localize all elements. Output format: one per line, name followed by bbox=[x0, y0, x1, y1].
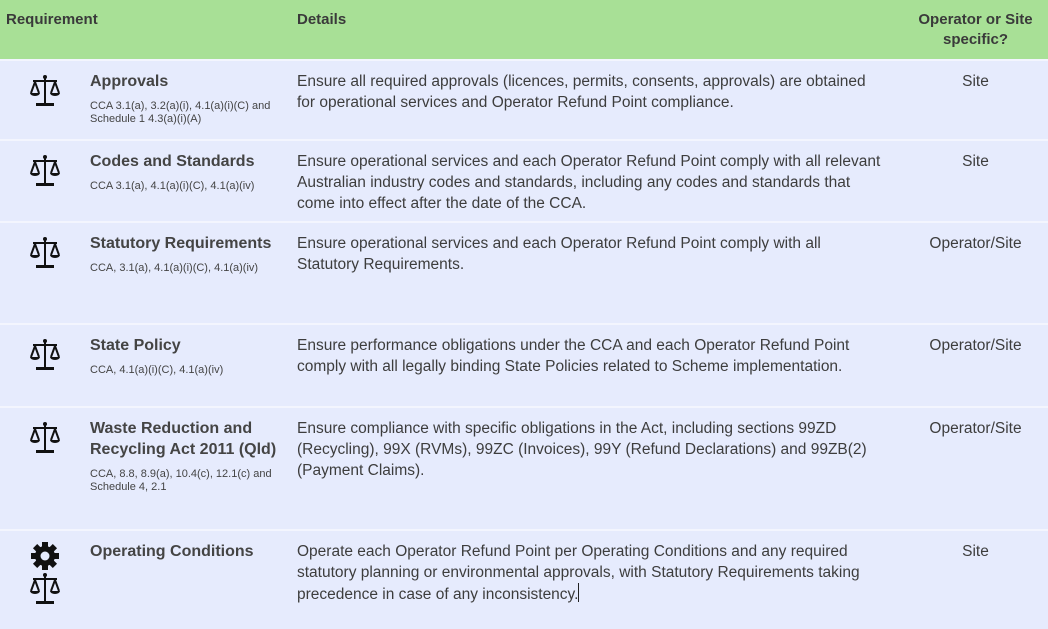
icon-cell bbox=[0, 324, 90, 407]
scales-icon bbox=[0, 73, 90, 109]
requirement-reference: CCA 3.1(a), 4.1(a)(i)(C), 4.1(a)(iv) bbox=[90, 180, 255, 192]
icon-cell bbox=[0, 407, 90, 530]
table-row bbox=[0, 324, 1048, 407]
requirement-reference: CCA, 3.1(a), 4.1(a)(i)(C), 4.1(a)(iv) bbox=[90, 262, 259, 274]
requirement-cell bbox=[90, 140, 297, 222]
scales-icon bbox=[0, 235, 90, 271]
scope-cell: Site bbox=[903, 530, 1048, 629]
details-cell: Ensure operational services and each Operator Refund Point comply with all relevant Australian industry codes and standards, including any codes and standards that come into effect after the date of the CCA. bbox=[297, 140, 903, 222]
header-requirement: Requirement bbox=[0, 0, 297, 60]
scope-cell: Site bbox=[903, 60, 1048, 140]
requirement-reference: CCA, 8.8, 8.9(a), 10.4(c), 12.1(c) and Schedule 4, 2.1 bbox=[90, 468, 272, 493]
requirement-title: Operating Conditions bbox=[90, 543, 254, 560]
icon-cell bbox=[0, 60, 90, 140]
details-cell: Ensure operational services and each Operator Refund Point comply with all Statutory Requirements. bbox=[297, 222, 903, 324]
scales-icon bbox=[0, 571, 90, 607]
scope-cell: Operator/Site bbox=[903, 222, 1048, 324]
details-cell: Ensure all required approvals (licences, permits, consents, approvals) are obtained for operational services and Operator Refund Point compliance. bbox=[297, 60, 903, 140]
requirement-cell bbox=[90, 324, 297, 407]
details-cell[interactable] bbox=[297, 530, 903, 629]
scales-icon bbox=[0, 153, 90, 189]
icon-cell bbox=[0, 530, 90, 629]
scope-cell: Site bbox=[903, 140, 1048, 222]
scales-icon bbox=[0, 337, 90, 373]
details-cell: Ensure performance obligations under the CCA and each Operator Refund Point comply with all legally binding State Policies related to Scheme implementation. bbox=[297, 324, 903, 407]
requirement-title: State Policy bbox=[90, 337, 181, 354]
icon-cell bbox=[0, 140, 90, 222]
requirement-reference: CCA 3.1(a), 3.2(a)(i), 4.1(a)(i)(C) and Schedule 1 4.3(a)(i)(A) bbox=[90, 100, 271, 125]
table-row bbox=[0, 140, 1048, 222]
table-row bbox=[0, 407, 1048, 530]
requirement-reference: CCA, 4.1(a)(i)(C), 4.1(a)(iv) bbox=[90, 364, 224, 376]
requirement-title: Approvals bbox=[90, 73, 169, 90]
table-row bbox=[0, 530, 1048, 629]
scope-cell: Operator/Site bbox=[903, 407, 1048, 530]
requirement-cell bbox=[90, 407, 297, 530]
icon-cell bbox=[0, 222, 90, 324]
scope-cell: Operator/Site bbox=[903, 324, 1048, 407]
requirement-title: Statutory Requirements bbox=[90, 235, 272, 252]
requirement-title: Codes and Standards bbox=[90, 153, 255, 170]
scales-icon bbox=[0, 420, 90, 456]
requirement-cell bbox=[90, 222, 297, 324]
requirement-cell bbox=[90, 530, 297, 629]
header-operator-or-site: Operator or Site specific? bbox=[903, 0, 1048, 60]
requirement-cell bbox=[90, 60, 297, 140]
details-text: Operate each Operator Refund Point per Operating Conditions and any required statutory planning or environmental approvals, with Statutory Requirements taking precedence in case of any inconsistency. bbox=[297, 543, 860, 603]
text-cursor bbox=[578, 583, 579, 602]
requirement-title: Waste Reduction and Recycling Act 2011 (Qld) bbox=[90, 420, 277, 458]
gear-icon bbox=[0, 541, 90, 571]
table-row bbox=[0, 222, 1048, 324]
table-header-row bbox=[0, 0, 1048, 60]
table-row bbox=[0, 60, 1048, 140]
details-cell: Ensure compliance with specific obligations in the Act, including sections 99ZD (Recycling), 99X (RVMs), 99ZC (Invoices), 99Y (Refund Declarations) and 99ZB(2) (Payment Claims). bbox=[297, 407, 903, 530]
header-details: Details bbox=[297, 0, 903, 60]
